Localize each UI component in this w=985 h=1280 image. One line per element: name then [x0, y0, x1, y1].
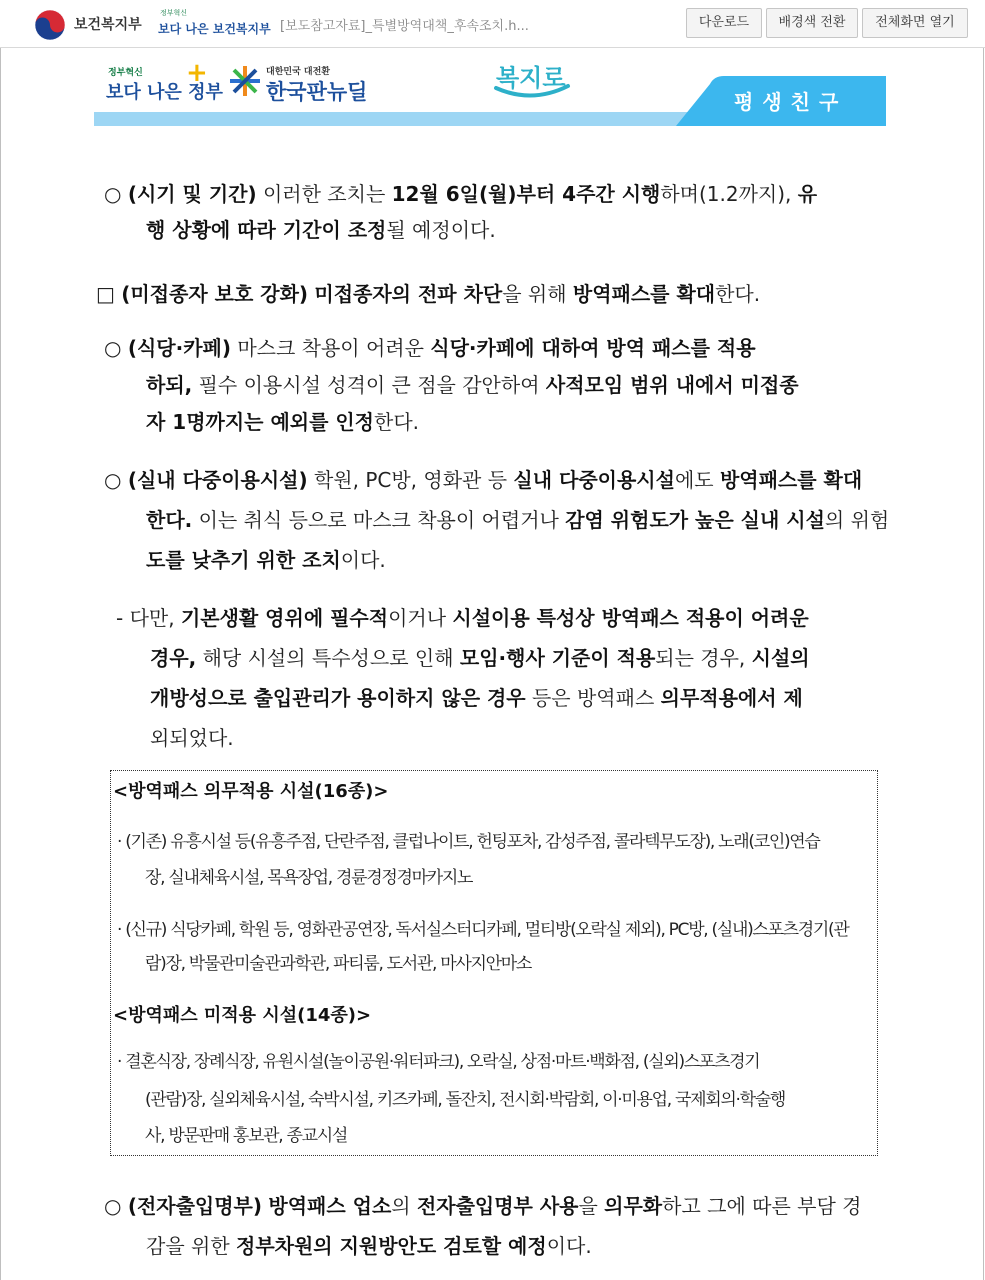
text-run: 다만, — [129, 606, 181, 630]
text-run: 외되었다. — [150, 726, 234, 750]
runs — [128, 468, 862, 492]
fullscreen-button[interactable]: 전체화면 열기 — [862, 8, 968, 38]
runs — [146, 508, 889, 532]
text-run: 될 예정이다. — [386, 218, 496, 242]
text-run: 의 — [391, 1194, 417, 1218]
bold-text-run: (실내 다중이용시설) — [127, 468, 308, 492]
dash-bullet: - — [116, 606, 124, 630]
text-run: 필수 이용시설 성격이 큰 점을 감안하여 — [192, 373, 546, 397]
runs — [150, 726, 234, 750]
bold-text-run: (미접종자 보호 강화) — [121, 282, 309, 306]
runs — [146, 218, 496, 242]
gov-innovation-small-text: 정부혁신 — [108, 68, 143, 78]
text-run: 에도 — [674, 468, 720, 492]
mini-logo-big-text: 보다 나은 보건복지부 — [158, 22, 271, 36]
bold-text-run: 의무적용에서 제 — [660, 686, 803, 710]
bold-text-run: (시기 및 기간) — [127, 182, 257, 206]
document-banner — [94, 56, 886, 126]
text-run: 학원, PC방, 영화관 등 — [307, 468, 514, 492]
bold-text-run: 하되, — [146, 373, 193, 397]
circle-bullet: ○ — [104, 1194, 122, 1218]
mandatory-facilities-heading: <방역패스 의무적용 시설(16종)> — [113, 781, 389, 802]
ministry-name: 보건복지부 — [74, 17, 142, 33]
text-run: 을 — [578, 1194, 605, 1218]
runs — [150, 686, 803, 710]
bold-text-run: 방역패스 업소 — [268, 1194, 392, 1218]
para-restaurant-line-3 — [146, 408, 419, 436]
bold-text-run: 기본생활 영위에 필수적 — [180, 606, 389, 630]
text-run: 한다. — [715, 282, 761, 306]
text-run: 이다. — [340, 548, 386, 572]
viewer-toolbar — [0, 0, 985, 48]
para-indoor-line-3 — [146, 546, 386, 574]
para-entry-log-line-2 — [146, 1232, 592, 1260]
plus-icon: + — [186, 58, 208, 88]
bold-text-run: 개방성으로 출입관리가 용이하지 않은 경우 — [150, 686, 526, 710]
new-facilities-line-2: 람)장, 박물관미술관과학관, 파티룸, 도서관, 마사지안마소 — [145, 954, 531, 974]
para-exception-line-4 — [150, 724, 234, 752]
bold-text-run: 정부차원의 지원방안도 검토할 예정 — [236, 1234, 547, 1258]
newdeal-star-icon — [228, 64, 262, 98]
bold-text-run: 미접종자의 전파 차단 — [314, 282, 503, 306]
text-run: 해당 시설의 특수성으로 인해 — [196, 646, 460, 670]
circle-bullet: ○ — [104, 468, 122, 492]
bold-text-run: 12월 6일(월)부터 4주간 시행 — [391, 182, 661, 206]
text-run: 하고 그에 따른 부담 경 — [662, 1194, 862, 1218]
para-period-line-2 — [146, 216, 496, 244]
newdeal-small-text: 대한민국 대전환 — [266, 67, 330, 77]
frame-border-right — [983, 48, 984, 1280]
square-bullet: □ — [96, 282, 115, 306]
exempt-facilities-heading: <방역패스 미적용 시설(14종)> — [113, 1005, 372, 1026]
text-run: 의 위험 — [824, 508, 890, 532]
bold-text-run: 방역패스를 확대 — [719, 468, 863, 492]
para-restaurant-line-1 — [104, 334, 756, 362]
bokjiro-logo: 복지로 — [496, 64, 566, 92]
text-run: 등은 방역패스 — [525, 686, 661, 710]
runs — [128, 336, 756, 360]
text-run: 이다. — [546, 1234, 592, 1258]
exempt-facilities-line-3: 사, 방문판매 홍보관, 종교시설 — [145, 1126, 347, 1146]
existing-facilities-line-1: · (기존) 유흥시설 등(유흥주점, 단란주점, 클럽나이트, 헌팅포차, 감성주점, 콜라텍무도장), 노래(코인)연습 — [117, 832, 820, 852]
circle-bullet: ○ — [104, 182, 122, 206]
background-toggle-button[interactable]: 배경색 전환 — [766, 8, 858, 38]
bold-text-run: 경우, — [150, 646, 197, 670]
bold-text-run: 의무화 — [604, 1194, 663, 1218]
bold-text-run: 행 상황에 따라 기간이 조정 — [146, 218, 387, 242]
bold-text-run: 감염 위험도가 높은 실내 시설 — [565, 508, 825, 532]
text-run: 감을 위한 — [146, 1234, 236, 1258]
para-indoor-line-2 — [146, 506, 889, 534]
runs — [130, 606, 809, 630]
text-run: 이는 취식 등으로 마스크 착용이 어렵거나 — [192, 508, 566, 532]
bold-text-run: 유 — [797, 182, 818, 206]
para-exception-line-2 — [150, 644, 810, 672]
para-exception-line-3 — [150, 684, 803, 712]
gov-innovation-logo-text: 보다 나은 정부 — [106, 82, 223, 103]
mini-innovation-logo — [158, 8, 271, 42]
para-period-line-1 — [104, 180, 817, 208]
bold-text-run: 방역패스를 확대 — [572, 282, 716, 306]
tagline-text: 평생친구 — [734, 90, 848, 114]
existing-facilities-line-2: 장, 실내체육시설, 목욕장업, 경륜경정경마카지노 — [145, 868, 473, 888]
para-indoor-line-1 — [104, 466, 862, 494]
mini-logo-small-text: 정부혁신 — [160, 9, 188, 17]
para-entry-log-line-1 — [104, 1192, 861, 1220]
runs — [146, 410, 419, 434]
bold-text-run: 실내 다중이용시설 — [513, 468, 675, 492]
bold-text-run: (식당·카페) — [127, 336, 231, 360]
runs — [150, 646, 810, 670]
runs — [121, 282, 760, 306]
new-facilities-line-1: · (신규) 식당카페, 학원 등, 영화관공연장, 독서실스터디카페, 멀티방(오락실 제외), PC방, (실내)스포츠경기(관 — [117, 920, 849, 940]
section-unvaccinated-heading — [96, 280, 760, 308]
bold-text-run: 도를 낮추기 위한 조치 — [146, 548, 341, 572]
document-title: [보도참고자료]_특별방역대책_후속조치.h... — [280, 19, 529, 34]
runs — [128, 182, 817, 206]
bold-text-run: 사적모임 범위 내에서 미접종 — [545, 373, 799, 397]
text-run: 을 위해 — [502, 282, 573, 306]
text-run: 한다. — [374, 410, 420, 434]
download-button[interactable]: 다운로드 — [686, 8, 762, 38]
frame-border-left — [0, 48, 1, 1280]
runs — [146, 548, 386, 572]
text-run: 이거나 — [388, 606, 453, 630]
bold-text-run: 식당·카페에 대하여 방역 패스를 적용 — [430, 336, 756, 360]
exempt-facilities-line-2: (관람)장, 실외체육시설, 숙박시설, 키즈카페, 돌잔치, 전시회·박람회, 이·미용업, 국제회의·학술행 — [145, 1090, 785, 1110]
runs — [146, 373, 799, 397]
bold-text-run: 시설의 — [751, 646, 810, 670]
text-run: 이러한 조치는 — [256, 182, 392, 206]
circle-bullet: ○ — [104, 336, 122, 360]
runs — [128, 1194, 862, 1218]
exempt-facilities-line-1: · 결혼식장, 장례식장, 유원시설(놀이공원·워터파크), 오락실, 상점·마트·백화점, (실외)스포츠경기 — [117, 1052, 760, 1072]
para-exception-line-1 — [116, 604, 809, 632]
text-run: 하며(1.2까지), — [660, 182, 798, 206]
bold-text-run: 한다. — [146, 508, 193, 532]
bold-text-run: (전자출입명부) — [127, 1194, 263, 1218]
facility-list-box — [110, 770, 878, 1156]
bokjiro-swoosh-icon — [492, 82, 572, 102]
taegeuk-logo-icon — [34, 9, 66, 41]
text-run: 마스크 착용이 어려운 — [230, 336, 431, 360]
newdeal-logo-text: 한국판뉴딜 — [266, 80, 368, 104]
bold-text-run: 자 1명까지는 예외를 인정 — [146, 410, 375, 434]
runs — [146, 1234, 592, 1258]
text-run: 되는 경우, — [655, 646, 752, 670]
para-restaurant-line-2 — [146, 371, 799, 399]
bold-text-run: 전자출입명부 사용 — [416, 1194, 579, 1218]
bold-text-run: 시설이용 특성상 방역패스 적용이 어려운 — [452, 606, 809, 630]
bold-text-run: 모임·행사 기준이 적용 — [459, 646, 656, 670]
